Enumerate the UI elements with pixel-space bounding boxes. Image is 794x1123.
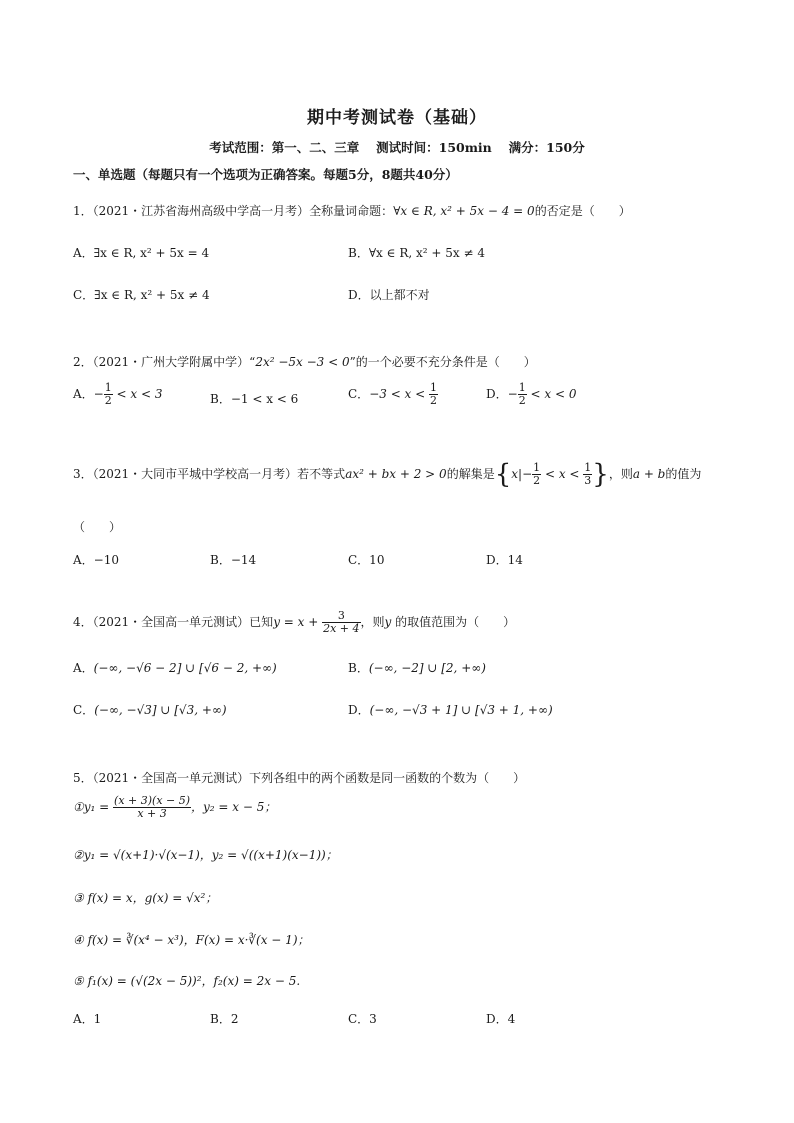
q3-math2: a + b xyxy=(632,467,666,481)
q3-prefix: 3．（2021・大同市平城中学校高一月考）若不等式 xyxy=(73,467,346,481)
q3-math: ax² + bx + 2 > 0 xyxy=(345,467,447,481)
denominator: x + 3 xyxy=(137,807,167,820)
option-label: B． xyxy=(348,661,369,675)
question-3 xyxy=(73,459,702,490)
q4-math2: y xyxy=(384,615,392,629)
numerator: 1 xyxy=(430,381,438,394)
q1-option-c: C．∃x ∈ R, x² + 5x ≠ 4 xyxy=(73,288,210,302)
denominator: 2x + 4 xyxy=(323,622,360,635)
option-sign: − xyxy=(93,387,104,401)
q3-option-c: C．10 xyxy=(348,553,385,567)
q5-item-4: ④ f(x) = ∛(x⁴ − x³)，F(x) = x·∛(x − 1)； xyxy=(73,933,310,947)
section-heading: 一、单选题（每题只有一个选项为正确答案。每题5分，8题共40分） xyxy=(73,167,458,182)
option-label: A． xyxy=(73,387,94,401)
q1-prefix: 1．（2021・江苏省海州高级中学高一月考）全称量词命题： xyxy=(73,204,394,218)
fraction xyxy=(429,382,438,407)
fraction xyxy=(113,795,191,820)
denominator: 2 xyxy=(104,394,112,407)
q1-option-a: A．∃x ∈ R, x² + 5x = 4 xyxy=(73,246,210,260)
set-pre: x|− xyxy=(511,467,533,481)
q1-math: ∀x ∈ R, x² + 5x − 4 = 0 xyxy=(393,204,535,218)
q5-option-d: D．4 xyxy=(486,1012,516,1026)
q4-prefix: 4．（2021・全国高一单元测试）已知 xyxy=(73,615,274,629)
numerator: 1 xyxy=(533,461,541,474)
numerator: 1 xyxy=(584,461,592,474)
denominator: 2 xyxy=(518,394,526,407)
q2-option-d xyxy=(486,382,576,407)
question-2 xyxy=(73,353,536,370)
option-label: D． xyxy=(348,703,370,717)
set-mid: < x < xyxy=(541,467,584,481)
page-title: 期中考测试卷（基础） xyxy=(307,108,487,128)
option-label: D． xyxy=(486,387,508,401)
fraction xyxy=(532,462,541,487)
option-math: (−∞, −√6 − 2] ∪ [√6 − 2, +∞) xyxy=(93,661,277,675)
denominator: 2 xyxy=(533,474,541,487)
q2-option-b: B．−1 < x < 6 xyxy=(210,392,299,406)
q5-option-a: A．1 xyxy=(73,1012,102,1026)
option-math: < x < 3 xyxy=(112,387,163,401)
exam-info: 考试范围：第一、二、三章 测试时间：150min 满分：150分 xyxy=(209,140,585,155)
q1-suffix: 的否定是（ ） xyxy=(534,204,631,218)
q3-mid2: ，则 xyxy=(608,467,633,481)
q5-item-1 xyxy=(73,795,276,820)
numerator: 3 xyxy=(322,610,360,623)
fraction xyxy=(104,382,113,407)
option-math: (−∞, −2] ∪ [2, +∞) xyxy=(368,661,486,675)
q4-option-c xyxy=(73,701,227,718)
q4-option-d xyxy=(348,701,553,718)
q3-option-a: A．−10 xyxy=(73,553,119,567)
q3-option-d: D．14 xyxy=(486,553,523,567)
fraction xyxy=(322,610,360,635)
question-5: 5．（2021・全国高一单元测试）下列各组中的两个函数是同一函数的个数为（ ） xyxy=(73,771,526,785)
item-math: ①y₁ = xyxy=(73,800,114,814)
q4-suffix: 的取值范围为（ ） xyxy=(391,615,516,629)
q2-prefix: 2．（2021・广州大学附属中学）“ xyxy=(73,355,256,369)
q5-option-c: C．3 xyxy=(348,1012,377,1026)
q3-option-b: B．−14 xyxy=(210,553,257,567)
q5-item-2: ②y₁ = √(x+1)·√(x−1)，y₂ = √((x+1)(x−1))； xyxy=(73,848,338,862)
numerator: 1 xyxy=(518,381,526,394)
option-sign: − xyxy=(507,387,518,401)
q2-suffix: ”的一个必要不充分条件是（ ） xyxy=(349,355,536,369)
fraction xyxy=(518,382,527,407)
q3-suffix: 的值为 xyxy=(665,467,702,481)
q4-option-a xyxy=(73,659,277,676)
question-1 xyxy=(73,202,631,219)
left-brace: { xyxy=(494,459,512,490)
q5-item-5: ⑤ f₁(x) = (√(2x − 5))²，f₂(x) = 2x − 5. xyxy=(73,974,301,988)
q5-item-3: ③ f(x) = x，g(x) = √x²； xyxy=(73,891,218,905)
option-math: (−∞, −√3] ∪ [√3, +∞) xyxy=(94,703,227,717)
denominator: 3 xyxy=(584,474,592,487)
fraction xyxy=(583,462,592,487)
option-math: (−∞, −√3 + 1] ∪ [√3 + 1, +∞) xyxy=(369,703,553,717)
option-label: A． xyxy=(73,661,94,675)
q4-option-b xyxy=(348,659,486,676)
denominator: 2 xyxy=(430,394,438,407)
option-label: C． xyxy=(73,703,95,717)
q2-option-a xyxy=(73,382,163,407)
q1-option-d: D．以上都不对 xyxy=(348,288,430,302)
numerator: (x + 3)(x − 5) xyxy=(114,794,191,807)
q3-mid: 的解集是 xyxy=(446,467,495,481)
q3-answer-paren: （ ） xyxy=(73,520,122,534)
option-math: −3 < x < xyxy=(369,387,430,401)
q4-mid: ，则 xyxy=(360,615,385,629)
option-math: < x < 0 xyxy=(526,387,577,401)
q2-option-c xyxy=(348,382,438,407)
question-4 xyxy=(73,610,515,635)
q4-math: y = x + xyxy=(273,615,323,629)
q1-option-b: B．∀x ∈ R, x² + 5x ≠ 4 xyxy=(348,246,485,260)
q2-math: 2x² −5x −3 < 0 xyxy=(255,355,350,369)
item-math: ，y₂ = x − 5； xyxy=(191,800,277,814)
q5-option-b: B．2 xyxy=(210,1012,239,1026)
right-brace: } xyxy=(592,459,609,490)
option-label: C． xyxy=(348,387,370,401)
numerator: 1 xyxy=(104,381,112,394)
